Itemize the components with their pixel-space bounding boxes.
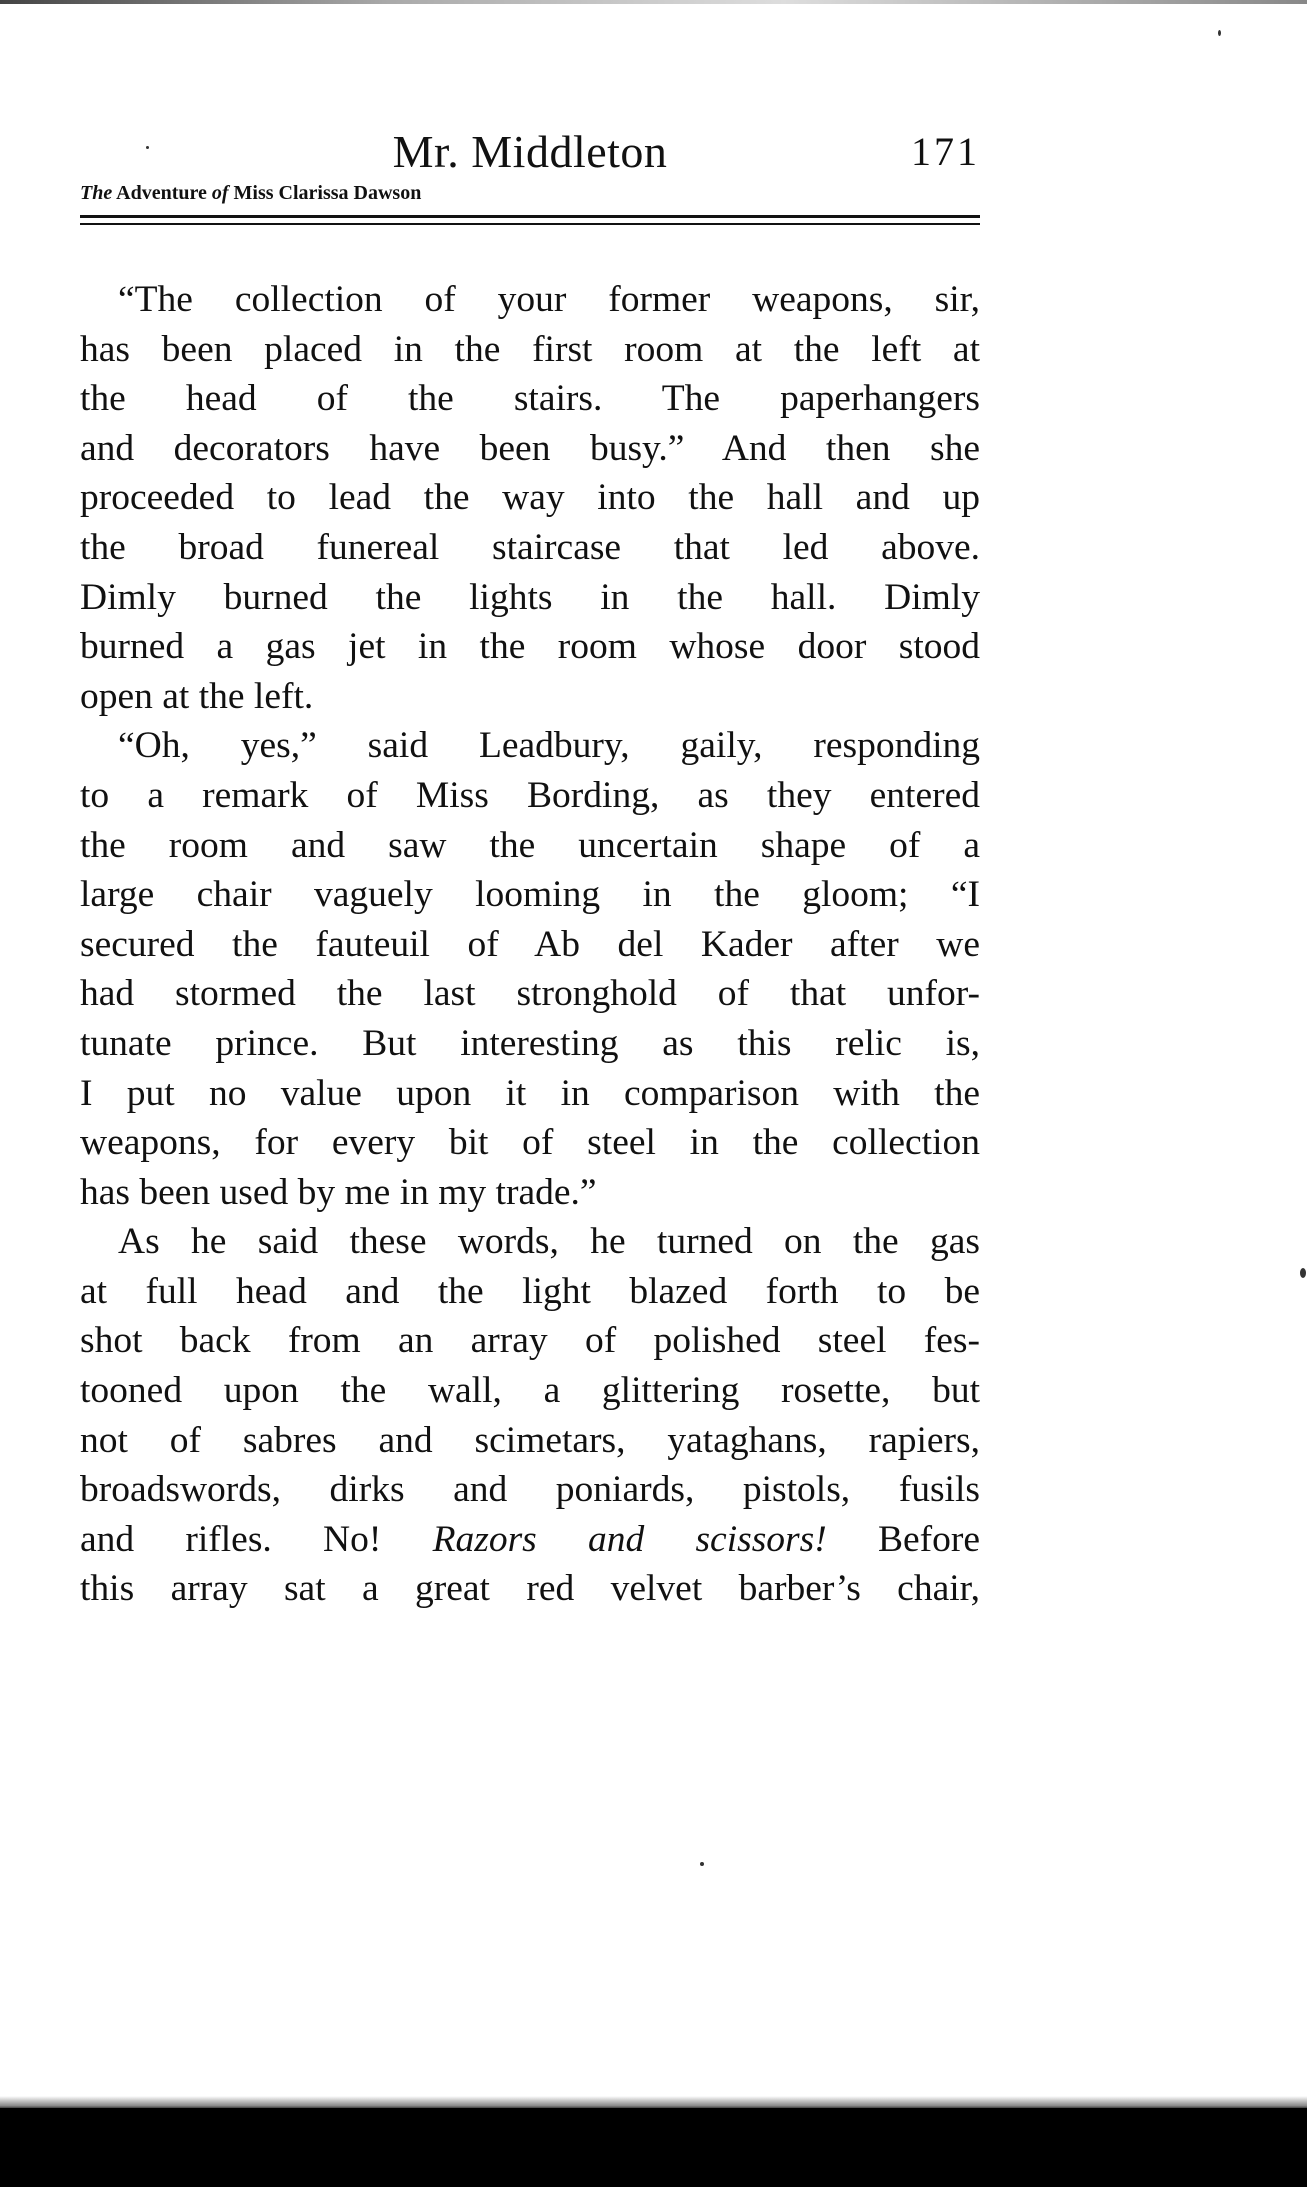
header-rule-second — [80, 223, 980, 225]
text-line: secured the fauteuil of Ab del Kader after we — [80, 923, 980, 965]
text-line: and decorators have been busy.” And then she — [80, 427, 980, 469]
text-line: open at the left. — [80, 675, 314, 717]
text-line: the head of the stairs. The paperhangers — [80, 378, 980, 420]
text-line: to a remark of Miss Bording, as they entered — [80, 774, 980, 816]
text-line: I put no value upon it in comparison with the — [80, 1072, 980, 1114]
text-line: tunate prince. But interesting as this relic is, — [80, 1022, 980, 1064]
italic-text-run: Razors and scissors! — [432, 1518, 827, 1560]
text-run: Before — [826, 1518, 981, 1560]
paragraph-2 — [80, 721, 980, 1217]
text-line: the room and saw the uncertain shape of a — [80, 824, 980, 866]
text-line: at full head and the light blazed forth to be — [80, 1270, 980, 1312]
running-subtitle — [80, 182, 421, 205]
text-line: had stormed the last stronghold of that unfor- — [80, 973, 980, 1015]
text-line: broadswords, dirks and poniards, pistols, fusils — [80, 1469, 980, 1511]
running-title: Mr. Middleton — [392, 126, 668, 177]
text-line: this array sat a great red velvet barber’s chair, — [80, 1568, 980, 1610]
scan-speck — [146, 146, 149, 149]
text-line-with-italic — [80, 1515, 980, 1565]
text-line: As he said these words, he turned on the gas — [118, 1221, 980, 1263]
text-line: “The collection of your former weapons, sir, — [118, 279, 980, 320]
text-line: has been placed in the first room at the left at — [80, 328, 980, 370]
text-line: weapons, for every bit of steel in the collection — [80, 1122, 980, 1164]
subtitle-of: of — [211, 182, 229, 204]
text-line: has been used by me in my trade.” — [80, 1171, 597, 1213]
text-line: proceeded to lead the way into the hall and up — [80, 477, 980, 519]
text-line: Dimly burned the lights in the hall. Dimly — [80, 576, 980, 618]
scan-bottom-edge — [0, 2108, 1307, 2187]
page-number: 171 — [911, 129, 980, 174]
text-line: the broad funereal staircase that led above. — [80, 526, 980, 568]
paragraph-3 — [80, 1217, 980, 1614]
paragraph-1 — [80, 275, 980, 721]
text-line: burned a gas jet in the room whose door stood — [80, 626, 980, 668]
text-line: shot back from an array of polished steel fes- — [80, 1320, 980, 1362]
subtitle-the: The — [80, 182, 113, 204]
scan-speck — [700, 1862, 704, 1866]
scan-speck — [1300, 1268, 1306, 1278]
scan-top-edge — [0, 0, 1307, 4]
subtitle-adventure: Adventure — [116, 182, 207, 204]
page-header — [80, 120, 980, 220]
text-run: and rifles. No! — [80, 1518, 433, 1560]
text-line: not of sabres and scimetars, yataghans, rapiers, — [80, 1419, 980, 1461]
text-line: “Oh, yes,” said Leadbury, gaily, responding — [118, 725, 980, 767]
text-line: large chair vaguely looming in the gloom; “I — [80, 874, 980, 916]
scan-speck — [1218, 30, 1221, 36]
book-page — [80, 120, 981, 1610]
subtitle-name: Miss Clarissa Dawson — [233, 182, 422, 204]
body-text — [80, 275, 980, 1614]
text-line: tooned upon the wall, a glittering rosette, but — [80, 1370, 980, 1412]
header-rule — [80, 215, 980, 218]
